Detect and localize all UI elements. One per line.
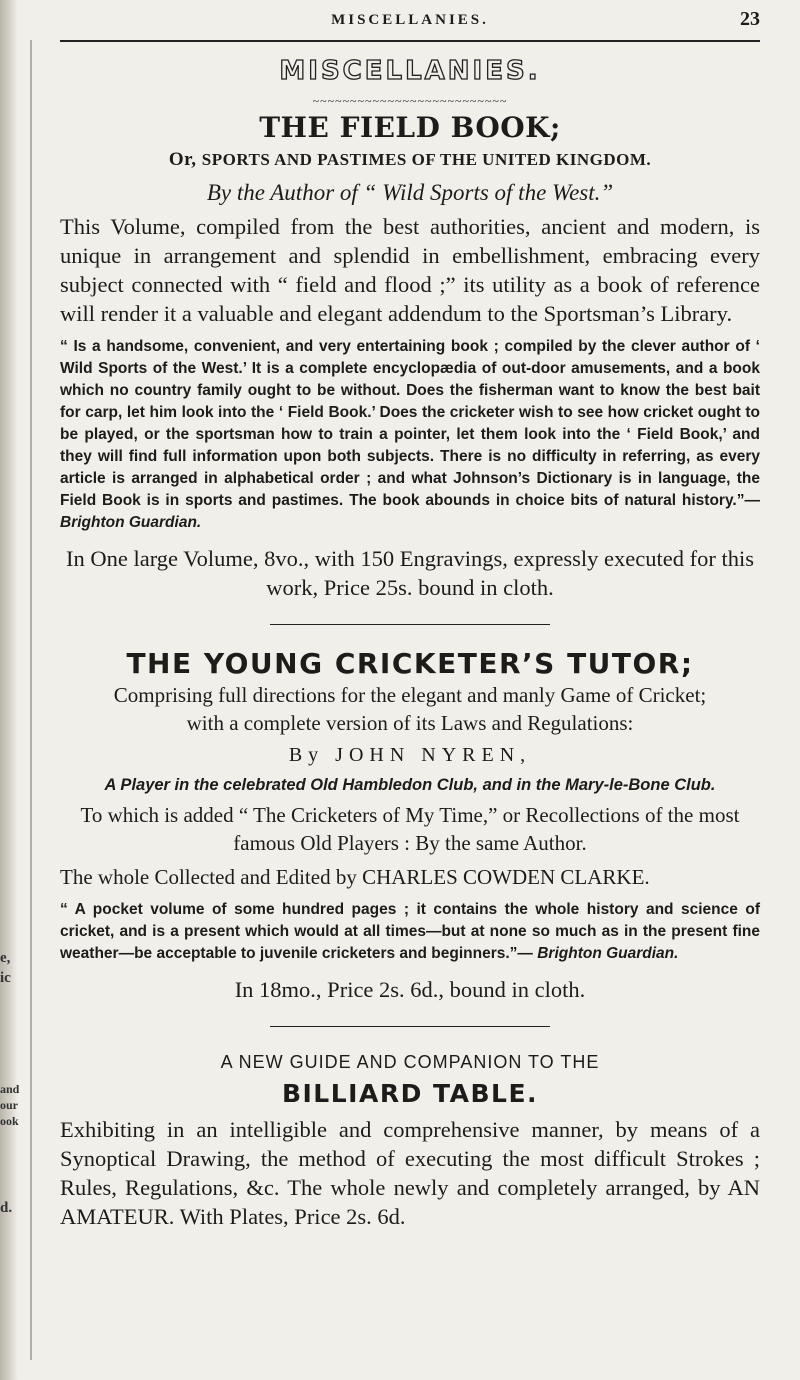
field-book-offer: In One large Volume, 8vo., with 150 Engravings, expressly executed for this work, Price 25s. bound in cloth.: [66, 546, 754, 600]
billiard-pre-title: A NEW GUIDE AND COMPANION TO THE: [220, 1052, 600, 1072]
review-text: “ Is a handsome, convenient, and very entertaining book ; compiled by the clever author of ‘ Wild Sports of the West.’ It is a complete encyclopædia of out-door amusements, and a book which no country family ought to be without. Does the fisherman want to know the best bait for carp, let him look into the ‘ Field Book.’ Does the cricketer wish to see how cricket ought to be played, or the sportsman how to train a pointer, let them look into the ‘ Field Book,’ and they will find full information upon both subjects. There is no difficulty in referring, as every article is arranged in alphabetical order ; and what Johnson’s Dictionary is in language, the Field Book is in sports and pastimes. The book abounds in choice bits of natural history.”—: [60, 338, 760, 509]
margin-fragment: ic: [0, 970, 11, 986]
billiard-advert: [60, 1049, 760, 1231]
margin-fragment: e,: [0, 950, 11, 966]
field-book-description: This Volume, compiled from the best authorities, ancient and modern, is unique in arrangement and splendid in embellishment, embracing every subject connected with “ field and flood ;” its utility as a book of reference will render it a valuable and elegant addendum to the Sportsman’s Library.: [60, 214, 760, 326]
section-divider: [270, 1026, 550, 1027]
book-spine-shadow: [0, 0, 18, 1380]
billiard-description: Exhibiting in an intelligible and comprehensive manner, by means of a Synoptical Drawing, the method of executing the most difficult Strokes ; Rules, Regulations, &c. The whole newly and completely arranged, by AN AMATEUR. With Plates, Price 2s. 6d.: [60, 1117, 760, 1229]
margin-fragment: ook: [0, 1114, 19, 1128]
billiard-title: BILLIARD TABLE.: [281, 1079, 539, 1108]
content: [60, 110, 760, 1231]
ornament-rule: ~~~~~~~~~~~~~~~~~~~~~~~~~~: [312, 94, 508, 108]
cricketer-offer: In 18mo., Price 2s. 6d., bound in cloth.: [234, 977, 586, 1002]
cricketer-author: By JOHN NYREN,: [288, 744, 532, 766]
cricketer-editor: The whole Collected and Edited by CHARLES COWDEN CLARKE.: [60, 865, 650, 889]
running-head: [60, 8, 760, 36]
margin-rule: [30, 40, 32, 1360]
subtitle-prefix: Or,: [168, 149, 197, 170]
field-book-advert: [60, 110, 760, 602]
cricketer-line-2: with a complete version of its Laws and Regulations:: [186, 711, 634, 735]
subtitle-text: SPORTS AND PASTIMES OF THE UNITED KINGDOM.: [201, 150, 652, 169]
margin-fragment: our: [0, 1098, 18, 1112]
field-book-byline: By the Author of “ Wild Sports of the West.”: [206, 180, 614, 205]
cricketer-title: THE YOUNG CRICKETER’S TUTOR;: [126, 647, 694, 680]
cricketer-line-1: Comprising full directions for the elegant and manly Game of Cricket;: [113, 683, 707, 707]
cricketer-review: [60, 899, 760, 965]
section-divider: [270, 624, 550, 625]
cricketer-addition: To which is added “ The Cricketers of My Time,” or Recollections of the most famous Old Players : By the same Author.: [80, 803, 740, 855]
margin-fragment: d.: [0, 1200, 13, 1216]
field-book-title: THE FIELD BOOK;: [259, 111, 561, 144]
field-book-subtitle: [60, 148, 760, 172]
section-title: MISCELLANIES.: [279, 56, 541, 86]
margin-fragment: and: [0, 1082, 20, 1096]
cricketer-advert: [60, 647, 760, 1004]
review-source: Brighton Guardian.: [537, 945, 679, 962]
header-rule: [60, 40, 760, 42]
running-head-title: MISCELLANIES.: [331, 12, 489, 28]
cricketer-author-note: A Player in the celebrated Old Hambledon Club, and in the Mary-le-Bone Club.: [104, 776, 716, 794]
review-source: Brighton Guardian.: [60, 514, 202, 531]
field-book-review: [60, 336, 760, 534]
page-number: 23: [740, 8, 760, 30]
review-text: “ A pocket volume of some hundred pages ; it contains the whole history and science of cricket, and is a present which would at all times—but at none so much as in the present fine weather—be acceptable to juvenile cricketers and beginners.”—: [60, 901, 760, 962]
